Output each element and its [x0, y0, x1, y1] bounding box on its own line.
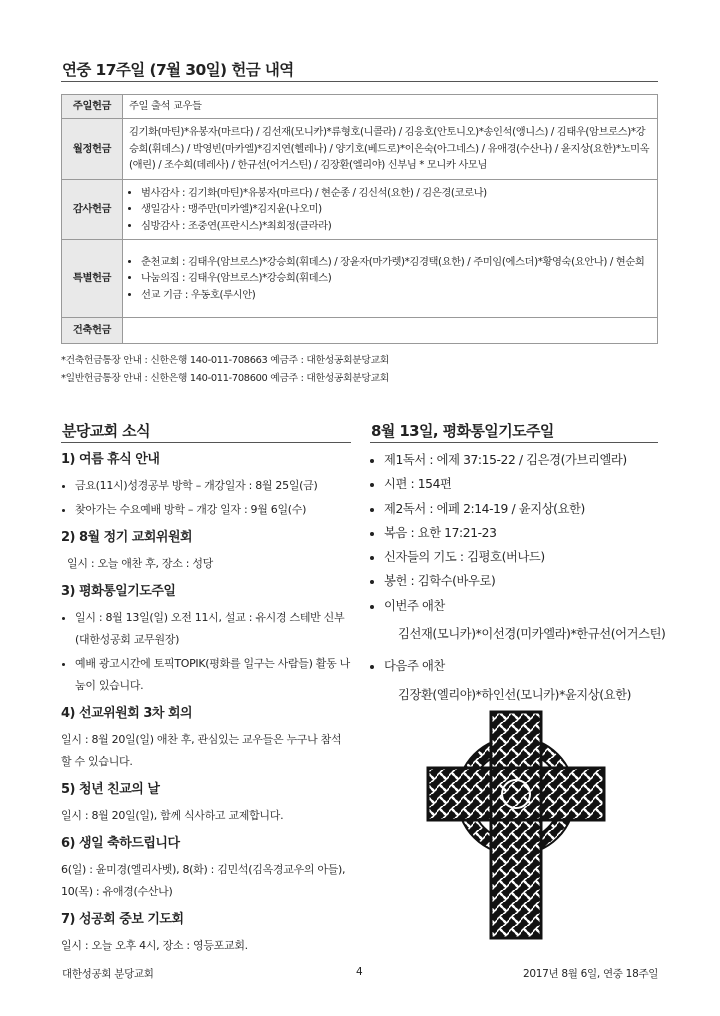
- this-week-names: 김선재(모니카)*이선경(미카엘라)*한규선(어거스틴): [398, 627, 666, 642]
- list-item: • 예배 광고시간에 토픽TOPIK(평화를 일구는 사람들) 활동 나눔이 있습니다.: [75, 653, 351, 697]
- list-item: • 심방감사 : 조중연(프란시스)*최희정(클라라): [141, 218, 651, 235]
- news-title: 분당교회 소식: [62, 422, 150, 440]
- offering-row: [62, 180, 658, 240]
- list-item: • 제1독서 : 에제 37:15-22 / 김은경(가브리엘라): [384, 448, 670, 472]
- list-item: • 봉헌 : 김학수(바우로): [384, 569, 670, 593]
- list-item: • 선교 기금 : 우동호(루시안): [141, 287, 651, 304]
- news-heading: 6) 생일 축하드립니다: [61, 836, 180, 851]
- list-item: • 춘천교회 : 김태우(암브로스)*강승희(휘데스) / 장윤자(마가렛)*김경택(요한) / 주미임(에스더)*황영숙(요안나) / 현순희: [141, 254, 651, 271]
- celtic-cross-icon: [425, 710, 607, 940]
- news-title-rule: [61, 442, 351, 443]
- list-item: • 나눔의집 : 김태우(암브로스)*강승희(휘데스): [141, 270, 651, 287]
- offering-row: [62, 119, 658, 180]
- next-week-label: 다음주 애찬: [384, 659, 445, 674]
- offering-row: [62, 318, 658, 344]
- news-text: 6(일) : 윤미경(엘리사벳), 8(화) : 김민석(김옥경교우의 아들), 10(목) : 유애경(수산나): [61, 863, 346, 898]
- offering-table: [61, 94, 658, 344]
- list-item: • 일시 : 8월 13일(일) 오전 11시, 설교 : 유시경 스테반 신부 (대한성공회 교무원장): [75, 607, 351, 651]
- row-content: 주일 출석 교우들: [123, 95, 658, 119]
- list-item: • 범사감사 : 김기화(마틴)*유봉자(마르다) / 현순종 / 김신석(요한) / 김은경(코로나): [141, 185, 651, 202]
- offering-title: 연중 17주일 (7월 30일) 헌금 내역: [62, 61, 294, 79]
- list-item: • 생일감사 : 맹주만(미카엘)*김지윤(나오미): [141, 201, 651, 218]
- service-title: 8월 13일, 평화통일기도주일: [371, 422, 554, 440]
- offering-row: [62, 240, 658, 318]
- bank-note: *건축헌금통장 안내 : 신한은행 140-011-708663 예금주 : 대한성공회분당교회: [61, 355, 389, 366]
- news-heading: 4) 선교위원회 3차 회의: [61, 706, 193, 721]
- news-text: 일시 : 오늘 애찬 후, 장소 : 성당: [67, 557, 213, 570]
- offering-title-rule: [61, 81, 658, 82]
- news-heading: 7) 성공회 중보 기도회: [61, 912, 184, 927]
- row-content: [123, 318, 658, 344]
- service-section: [370, 448, 670, 715]
- list-item: [384, 654, 670, 707]
- service-title-rule: [370, 442, 658, 443]
- news-heading: 1) 여름 휴식 안내: [61, 452, 160, 467]
- news-text: 일시 : 오늘 오후 4시, 장소 : 영등포교회.: [61, 939, 248, 952]
- page-number: 4: [356, 966, 363, 978]
- row-content: [123, 240, 658, 318]
- news-text: 일시 : 8월 20일(일) 애찬 후, 관심있는 교우들은 누구나 참석할 수 있습니다.: [61, 733, 342, 768]
- row-label: 건축헌금: [62, 318, 123, 344]
- bank-note: *일반헌금통장 안내 : 신한은행 140-011-708600 예금주 : 대한성공회분당교회: [61, 373, 389, 384]
- list-item: [384, 594, 670, 647]
- list-item: • 복음 : 요한 17:21-23: [384, 521, 670, 545]
- list-item: • 금요(11시)성경공부 방학 – 개강일자 : 8월 25일(금): [75, 475, 351, 497]
- footer-church: 대한성공회 분당교회: [62, 968, 154, 980]
- list-item: • 제2독서 : 에페 2:14-19 / 윤지상(요한): [384, 497, 670, 521]
- news-heading: 5) 청년 친교의 날: [61, 782, 160, 797]
- news-section: [61, 449, 351, 957]
- row-label: 특별헌금: [62, 240, 123, 318]
- row-content: [123, 180, 658, 240]
- list-item: • 신자들의 기도 : 김평호(버나드): [384, 545, 670, 569]
- next-week-names: 김장환(엘리야)*하인선(모니카)*윤지상(요한): [398, 687, 632, 702]
- offering-row: [62, 95, 658, 119]
- bank-notes: [61, 352, 389, 388]
- row-content: 김기화(마틴)*유봉자(마르다) / 김선재(모니카)*류형호(니콜라) / 김응호(안토니오)*송인석(앵니스) / 김태우(암브로스)*강승희(휘데스) / 박영빈(마카엘)*김지연(헬레나) / 양기호(베드로)*이은숙(아그네스) / 유애경(수산나) / 윤지상(요한)*노미옥(애린) / 조수희(데레사) / 한규선(어거스틴) / 김장환(엘리야) 신부님 * 모니카 사모님: [123, 119, 658, 180]
- news-heading: 3) 평화통일기도주일: [61, 584, 176, 599]
- this-week-label: 이번주 애찬: [384, 598, 445, 613]
- footer-date: 2017년 8월 6일, 연중 18주일: [523, 968, 659, 980]
- row-label: 주일헌금: [62, 95, 123, 119]
- news-text: 일시 : 8월 20일(일), 함께 식사하고 교제합니다.: [61, 809, 284, 822]
- row-label: 감사헌금: [62, 180, 123, 240]
- row-label: 월정헌금: [62, 119, 123, 180]
- news-heading: 2) 8월 정기 교회위원회: [61, 530, 193, 545]
- list-item: • 시편 : 154편: [384, 472, 670, 496]
- list-item: • 찾아가는 수요예배 방학 – 개강 일자 : 9월 6일(수): [75, 499, 351, 521]
